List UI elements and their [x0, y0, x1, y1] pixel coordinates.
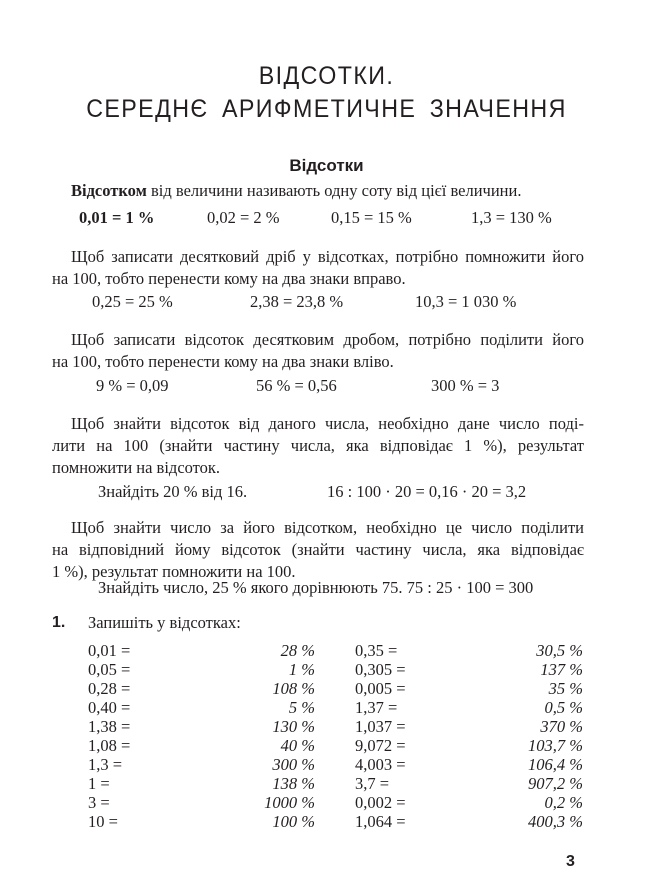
rule-line: Щоб знайти число за його відсотком, необхідно це число поділити [71, 518, 584, 537]
rule-decimal-to-percent [52, 246, 584, 290]
rule-line: Щоб записати відсоток десятковим дробом, потрібно поділити його [71, 330, 584, 349]
example-4-solution: 16 : 100 · 20 = 0,16 · 20 = 3,2 [327, 482, 527, 501]
chapter-title-line-1: ВІДСОТКИ. [258, 62, 395, 90]
example-3c: 300 % = 3 [431, 376, 500, 395]
rule-line: на 100, тобто перенести кому на два знаки вліво. [52, 352, 394, 371]
textbook-page: ВІДСОТКИ. СЕРЕДНЄ АРИФМЕТИЧНЕ ЗНАЧЕННЯ Відсотки Відсотком від величини називають одну соту від цієї величини. 0,01 = 1 % 0,02 = 2 % 0,15 = 15 % 1,3 = 130 % Щоб записати десятковий дріб у відсотках, потрібно помножити його на 100, тобто перенести кому на два знаки вправо. 0,25 = 25 % 2,38 = 23,8 % 10,3 = 1 030 % Щоб записати відсоток десятковим дробом, потрібно поділити його на 100, тобто перенести кому на два знаки вліво. 9 % = 0,09 56 % = 0,56 300 % = 3 Щоб знайти відсоток від даного числа, необхідно дане число поді- лити на 100 (знайти частину числа, яка відповідає 1 %), результат помножити на відсоток. Знайдіть 20 % від 16. 16 : 100 · 20 = 0,16 · 20 = 3,2 Щоб знайти число за його відсотком, необхідно це число поділити на відповідний йому відсоток (знайти частину числа, яка відповідає 1 %), результат помножити на 100. Знайдіть число, 25 % якого дорівнюють 75. 75 : 25 · 100 = 300 1. Запишіть у відсотках: 0,01 = 28 % 0,05 = 1 % 0,28 = 108 % 0,40 = 5 % 1,38 = 130 % 1,08 = 40 % 1,3 = 300 % 1 = 138 % 3 = 1000 % 10 = 100 % 0,35 = 30,5 % 0,305 = 137 % 0,005 = 35 % 1,37 = 0,5 % 1,037 = 370 % 9,072 = 103,7 % 4,003 = 106,4 % 3,7 = 907,2 % 0,002 = 0,2 % 1,064 = 400,3 % 3 [0, 0, 653, 891]
definition-text: від величини називають одну соту від цієї величини. [146, 181, 522, 200]
rule-line: Щоб знайти відсоток від даного числа, необхідно дане число поді- [71, 414, 584, 433]
example-1a: 0,01 = 1 % [79, 208, 155, 227]
rule-percent-to-decimal [52, 329, 584, 373]
definition-term: Відсотком [71, 181, 147, 200]
rule-percent-of-number [52, 413, 584, 479]
task-number: 1. [52, 614, 66, 631]
example-5: Знайдіть число, 25 % якого дорівнюють 75. 75 : 25 · 100 = 300 [98, 578, 534, 597]
example-2a: 0,25 = 25 % [92, 292, 173, 311]
rule-line: лити на 100 (знайти частину числа, яка відповідає 1 %), результат [52, 436, 584, 455]
example-3b: 56 % = 0,56 [256, 376, 337, 395]
example-1d: 1,3 = 130 % [471, 208, 552, 227]
example-3a: 9 % = 0,09 [96, 376, 169, 395]
chapter-title-line-2: СЕРЕДНЄ АРИФМЕТИЧНЕ ЗНАЧЕННЯ [86, 95, 567, 123]
definition [71, 180, 521, 202]
task-label: Запишіть у відсотках: [88, 613, 241, 632]
section-heading: Відсотки [289, 156, 364, 175]
page-number: 3 [566, 853, 575, 870]
rule-line: помножити на відсоток. [52, 458, 221, 477]
rule-line: на 100, тобто перенести кому на два знаки вправо. [52, 269, 406, 288]
example-4-task: Знайдіть 20 % від 16. [98, 482, 248, 501]
example-1b: 0,02 = 2 % [207, 208, 280, 227]
rule-line: 1 %), результат помножити на 100. [52, 562, 296, 581]
rule-number-from-percent [52, 517, 584, 583]
rule-line: Щоб записати десятковий дріб у відсотках, потрібно помножити його [71, 247, 584, 266]
rule-line: на відповідний йому відсоток (знайти частину числа, яка відповідає [52, 540, 584, 559]
example-2c: 10,3 = 1 030 % [415, 292, 517, 311]
example-1c: 0,15 = 15 % [331, 208, 412, 227]
example-2b: 2,38 = 23,8 % [250, 292, 344, 311]
